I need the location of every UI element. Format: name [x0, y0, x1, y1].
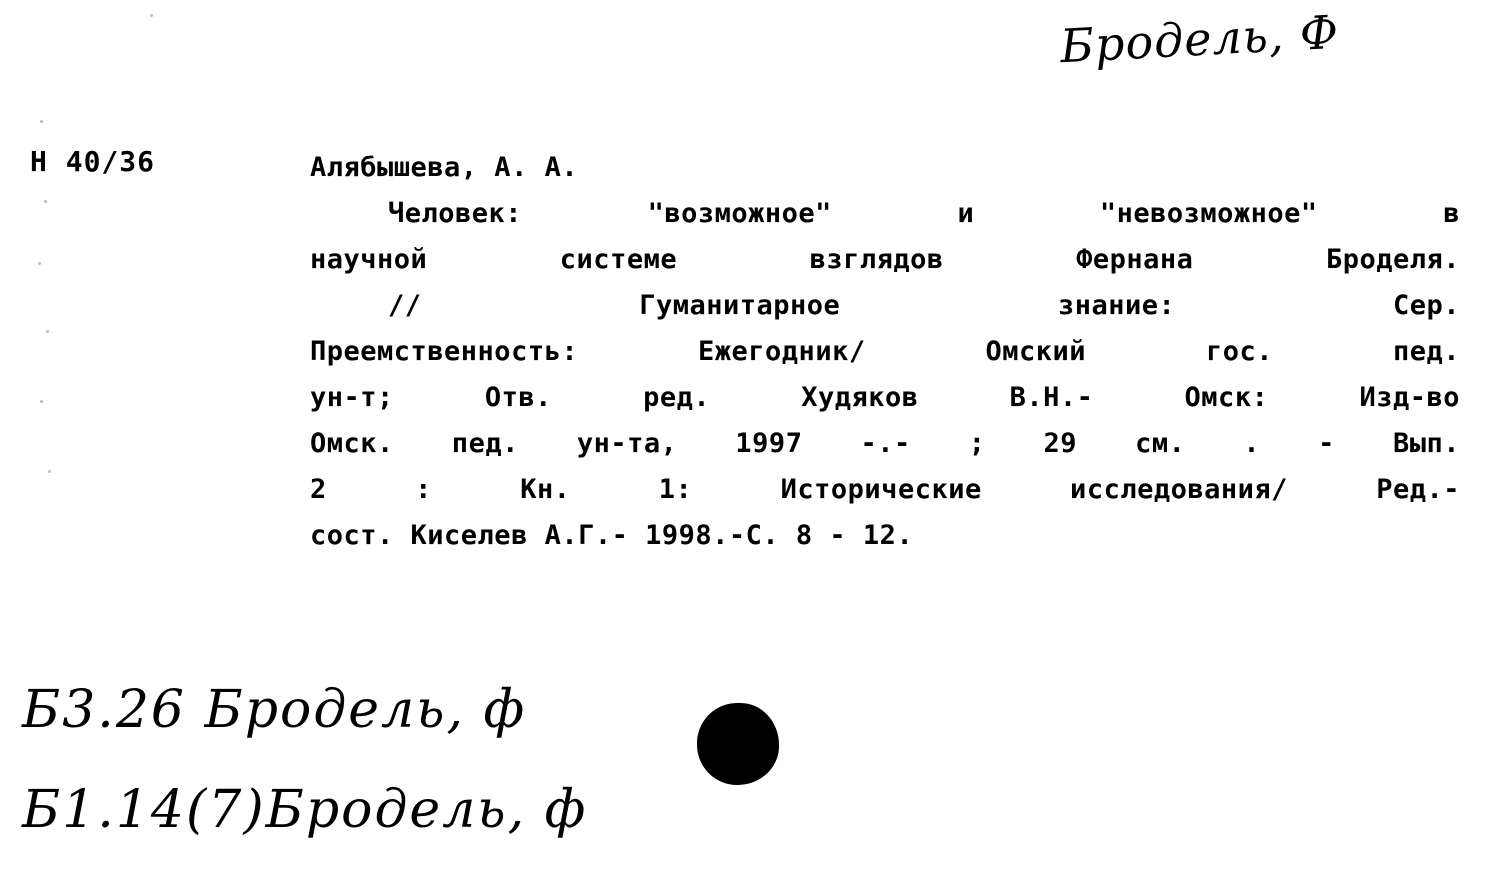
ink-blot-icon: [697, 703, 779, 785]
bibliographic-entry: [310, 145, 1460, 559]
entry-line-imprint-1: ун-т; Отв. ред. Худяков В.Н.- Омск: Изд-во: [310, 382, 1460, 413]
handwritten-classmark-1: Б3.26 Бродель, ф: [22, 680, 527, 740]
entry-line-author: Алябышева, А. А.: [310, 152, 579, 183]
scan-speck: [38, 262, 41, 265]
handwritten-heading-annotation: Бродель, Ф: [1058, 4, 1341, 74]
scan-speck: [46, 330, 49, 333]
entry-line-imprint-2: Омск. пед. ун-та, 1997 -.- ; 29 см. . - Вып.: [310, 428, 1460, 459]
entry-line-volume: 2 : Кн. 1: Исторические исследования/ Ред.-: [310, 474, 1460, 505]
entry-line-series-1: // Гуманитарное знание: Сер.: [388, 290, 1460, 321]
scan-speck: [40, 120, 43, 123]
shelfmark-code: Н 40/36: [30, 145, 156, 178]
entry-line-title-2: научной системе взглядов Фернана Броделя.: [310, 244, 1460, 275]
scan-speck: [48, 470, 51, 473]
entry-line-series-2: Преемственность: Ежегодник/ Омский гос. пед.: [310, 336, 1460, 367]
scan-speck: [150, 14, 153, 17]
scan-speck: [44, 200, 47, 203]
entry-line-pages: сост. Киселев А.Г.- 1998.-С. 8 - 12.: [310, 520, 914, 551]
entry-line-title-1: Человек: "возможное" и "невозможное" в: [388, 198, 1460, 229]
scan-speck: [40, 400, 43, 403]
handwritten-classmark-2: Б1.14(7)Бродель, ф: [22, 780, 588, 840]
